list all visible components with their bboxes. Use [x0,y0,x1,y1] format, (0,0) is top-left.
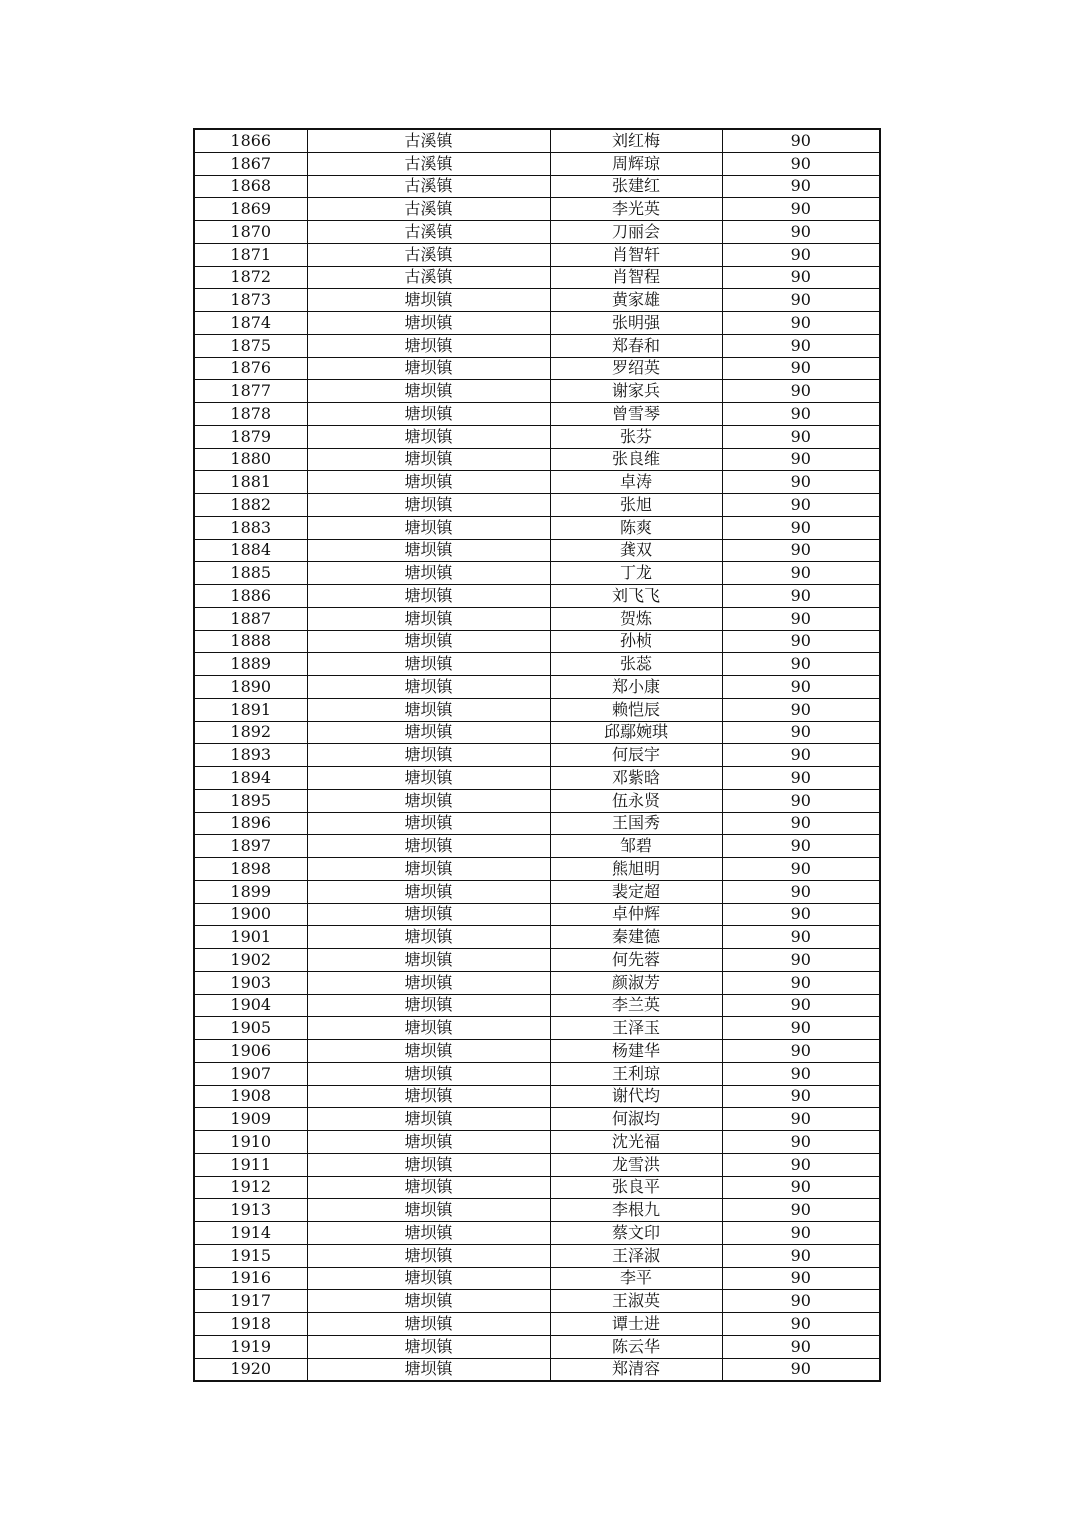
name-cell: 邹碧 [550,835,722,858]
name-cell: 郑清容 [550,1358,722,1381]
row-number-cell: 1902 [194,949,307,972]
name-cell: 丁龙 [550,562,722,585]
table-row [194,1062,880,1085]
row-number-cell: 1899 [194,880,307,903]
row-number-cell: 1888 [194,630,307,653]
town-cell: 塘坝镇 [307,1131,550,1154]
table-row [194,334,880,357]
score-cell: 90 [722,971,880,994]
row-number-cell: 1874 [194,312,307,335]
name-cell: 郑小康 [550,676,722,699]
town-cell: 塘坝镇 [307,1153,550,1176]
score-cell: 90 [722,198,880,221]
name-cell: 张芬 [550,425,722,448]
name-cell: 秦建德 [550,926,722,949]
table-row [194,425,880,448]
town-cell: 塘坝镇 [307,1222,550,1245]
town-cell: 塘坝镇 [307,516,550,539]
town-cell: 塘坝镇 [307,1267,550,1290]
score-cell: 90 [722,812,880,835]
table-row [194,1222,880,1245]
table-row [194,221,880,244]
town-cell: 塘坝镇 [307,653,550,676]
score-cell: 90 [722,1176,880,1199]
name-cell: 裴定超 [550,880,722,903]
score-cell: 90 [722,880,880,903]
row-number-cell: 1920 [194,1358,307,1381]
row-number-cell: 1870 [194,221,307,244]
table-row [194,243,880,266]
score-cell: 90 [722,994,880,1017]
name-cell: 张明强 [550,312,722,335]
table-row [194,1199,880,1222]
name-cell: 曾雪琴 [550,403,722,426]
row-number-cell: 1912 [194,1176,307,1199]
row-number-cell: 1867 [194,152,307,175]
score-cell: 90 [722,607,880,630]
town-cell: 塘坝镇 [307,1017,550,1040]
table-row [194,835,880,858]
table-row [194,516,880,539]
table-row [194,1108,880,1131]
row-number-cell: 1880 [194,448,307,471]
town-cell: 塘坝镇 [307,562,550,585]
table-row [194,812,880,835]
name-cell: 何淑均 [550,1108,722,1131]
town-cell: 塘坝镇 [307,585,550,608]
name-cell: 伍永贤 [550,789,722,812]
table-row [194,1040,880,1063]
town-cell: 古溪镇 [307,198,550,221]
name-cell: 陈爽 [550,516,722,539]
row-number-cell: 1893 [194,744,307,767]
name-cell: 李光英 [550,198,722,221]
score-cell: 90 [722,243,880,266]
name-cell: 周辉琼 [550,152,722,175]
name-cell: 谢家兵 [550,380,722,403]
score-cell: 90 [722,562,880,585]
town-cell: 古溪镇 [307,221,550,244]
row-number-cell: 1890 [194,676,307,699]
row-number-cell: 1875 [194,334,307,357]
name-cell: 罗绍英 [550,357,722,380]
table-row [194,1244,880,1267]
row-number-cell: 1877 [194,380,307,403]
score-cell: 90 [722,1085,880,1108]
name-cell: 刘红梅 [550,129,722,152]
name-cell: 蔡文印 [550,1222,722,1245]
row-number-cell: 1903 [194,971,307,994]
score-cell: 90 [722,1108,880,1131]
name-cell: 张良维 [550,448,722,471]
row-number-cell: 1915 [194,1244,307,1267]
table-row [194,312,880,335]
row-number-cell: 1879 [194,425,307,448]
table-row [194,1335,880,1358]
score-cell: 90 [722,630,880,653]
table-row [194,266,880,289]
row-number-cell: 1919 [194,1335,307,1358]
table-row [194,289,880,312]
score-cell: 90 [722,1335,880,1358]
town-cell: 塘坝镇 [307,1085,550,1108]
town-cell: 塘坝镇 [307,1108,550,1131]
score-cell: 90 [722,676,880,699]
town-cell: 古溪镇 [307,175,550,198]
score-cell: 90 [722,1153,880,1176]
row-number-cell: 1868 [194,175,307,198]
row-number-cell: 1872 [194,266,307,289]
row-number-cell: 1866 [194,129,307,152]
score-cell: 90 [722,539,880,562]
score-cell: 90 [722,129,880,152]
score-cell: 90 [722,425,880,448]
town-cell: 塘坝镇 [307,971,550,994]
table-row [194,767,880,790]
town-cell: 塘坝镇 [307,1358,550,1381]
table-row [194,1085,880,1108]
score-cell: 90 [722,312,880,335]
name-cell: 张蕊 [550,653,722,676]
table-row [194,1131,880,1154]
name-cell: 孙桢 [550,630,722,653]
row-number-cell: 1916 [194,1267,307,1290]
name-cell: 熊旭明 [550,858,722,881]
table-row [194,607,880,630]
town-cell: 塘坝镇 [307,926,550,949]
town-cell: 塘坝镇 [307,425,550,448]
town-cell: 塘坝镇 [307,539,550,562]
score-cell: 90 [722,1358,880,1381]
row-number-cell: 1891 [194,698,307,721]
town-cell: 塘坝镇 [307,1244,550,1267]
score-cell: 90 [722,858,880,881]
table-row [194,1358,880,1381]
score-cell: 90 [722,903,880,926]
name-cell: 王国秀 [550,812,722,835]
name-cell: 龚双 [550,539,722,562]
score-cell: 90 [722,494,880,517]
town-cell: 塘坝镇 [307,880,550,903]
name-cell: 陈云华 [550,1335,722,1358]
name-cell: 肖智程 [550,266,722,289]
town-cell: 塘坝镇 [307,630,550,653]
table-row [194,494,880,517]
table-row [194,357,880,380]
score-cell: 90 [722,1199,880,1222]
table-row [194,676,880,699]
table-row [194,403,880,426]
row-number-cell: 1881 [194,471,307,494]
score-cell: 90 [722,653,880,676]
town-cell: 塘坝镇 [307,448,550,471]
score-cell: 90 [722,448,880,471]
town-cell: 塘坝镇 [307,334,550,357]
score-cell: 90 [722,835,880,858]
name-cell: 刀丽会 [550,221,722,244]
score-cell: 90 [722,744,880,767]
row-number-cell: 1910 [194,1131,307,1154]
name-cell: 王利琼 [550,1062,722,1085]
table-row [194,198,880,221]
score-cell: 90 [722,721,880,744]
score-cell: 90 [722,1267,880,1290]
score-cell: 90 [722,1244,880,1267]
table-row [194,971,880,994]
score-cell: 90 [722,403,880,426]
score-cell: 90 [722,1222,880,1245]
row-number-cell: 1885 [194,562,307,585]
town-cell: 塘坝镇 [307,858,550,881]
name-cell: 赖恺辰 [550,698,722,721]
table-row [194,653,880,676]
table-row [194,1290,880,1313]
table-row [194,630,880,653]
row-number-cell: 1907 [194,1062,307,1085]
table-row [194,994,880,1017]
table-body [194,129,880,1381]
name-cell: 张良平 [550,1176,722,1199]
name-cell: 李平 [550,1267,722,1290]
row-number-cell: 1887 [194,607,307,630]
row-number-cell: 1882 [194,494,307,517]
town-cell: 古溪镇 [307,129,550,152]
score-cell: 90 [722,1313,880,1336]
table-row [194,562,880,585]
table-row [194,698,880,721]
score-cell: 90 [722,585,880,608]
table-row [194,129,880,152]
row-number-cell: 1896 [194,812,307,835]
town-cell: 塘坝镇 [307,494,550,517]
town-cell: 塘坝镇 [307,380,550,403]
name-cell: 王泽玉 [550,1017,722,1040]
score-cell: 90 [722,289,880,312]
name-cell: 黄家雄 [550,289,722,312]
score-cell: 90 [722,380,880,403]
row-number-cell: 1901 [194,926,307,949]
town-cell: 塘坝镇 [307,721,550,744]
table-row [194,789,880,812]
name-cell: 张旭 [550,494,722,517]
town-cell: 塘坝镇 [307,994,550,1017]
town-cell: 塘坝镇 [307,312,550,335]
town-cell: 塘坝镇 [307,744,550,767]
town-cell: 塘坝镇 [307,949,550,972]
score-cell: 90 [722,1290,880,1313]
table-row [194,926,880,949]
town-cell: 塘坝镇 [307,903,550,926]
score-cell: 90 [722,357,880,380]
score-cell: 90 [722,698,880,721]
row-number-cell: 1889 [194,653,307,676]
row-number-cell: 1904 [194,994,307,1017]
town-cell: 塘坝镇 [307,403,550,426]
row-number-cell: 1908 [194,1085,307,1108]
name-cell: 贺炼 [550,607,722,630]
score-cell: 90 [722,1017,880,1040]
town-cell: 塘坝镇 [307,835,550,858]
name-cell: 谢代均 [550,1085,722,1108]
score-cell: 90 [722,1131,880,1154]
town-cell: 塘坝镇 [307,789,550,812]
town-cell: 塘坝镇 [307,1062,550,1085]
name-cell: 何先蓉 [550,949,722,972]
name-cell: 张建红 [550,175,722,198]
row-number-cell: 1869 [194,198,307,221]
row-number-cell: 1883 [194,516,307,539]
row-number-cell: 1898 [194,858,307,881]
score-cell: 90 [722,949,880,972]
name-cell: 颜淑芳 [550,971,722,994]
score-cell: 90 [722,471,880,494]
row-number-cell: 1918 [194,1313,307,1336]
name-cell: 卓涛 [550,471,722,494]
name-cell: 李根九 [550,1199,722,1222]
document-page [193,128,879,1382]
data-table [193,128,881,1382]
score-cell: 90 [722,266,880,289]
name-cell: 王淑英 [550,1290,722,1313]
town-cell: 塘坝镇 [307,289,550,312]
name-cell: 邱鄢婉琪 [550,721,722,744]
town-cell: 塘坝镇 [307,1335,550,1358]
name-cell: 谭士进 [550,1313,722,1336]
row-number-cell: 1878 [194,403,307,426]
table-row [194,858,880,881]
table-row [194,744,880,767]
score-cell: 90 [722,926,880,949]
score-cell: 90 [722,334,880,357]
town-cell: 塘坝镇 [307,1040,550,1063]
row-number-cell: 1909 [194,1108,307,1131]
name-cell: 王泽淑 [550,1244,722,1267]
table-row [194,175,880,198]
row-number-cell: 1911 [194,1153,307,1176]
row-number-cell: 1873 [194,289,307,312]
town-cell: 古溪镇 [307,266,550,289]
score-cell: 90 [722,767,880,790]
row-number-cell: 1905 [194,1017,307,1040]
row-number-cell: 1876 [194,357,307,380]
town-cell: 塘坝镇 [307,357,550,380]
table-row [194,380,880,403]
name-cell: 郑春和 [550,334,722,357]
score-cell: 90 [722,789,880,812]
score-cell: 90 [722,221,880,244]
row-number-cell: 1895 [194,789,307,812]
name-cell: 刘飞飞 [550,585,722,608]
name-cell: 肖智轩 [550,243,722,266]
town-cell: 塘坝镇 [307,812,550,835]
name-cell: 杨建华 [550,1040,722,1063]
row-number-cell: 1892 [194,721,307,744]
table-row [194,152,880,175]
table-row [194,585,880,608]
name-cell: 李兰英 [550,994,722,1017]
table-row [194,539,880,562]
table-row [194,1153,880,1176]
town-cell: 塘坝镇 [307,607,550,630]
name-cell: 何辰宇 [550,744,722,767]
name-cell: 卓仲辉 [550,903,722,926]
town-cell: 塘坝镇 [307,767,550,790]
score-cell: 90 [722,152,880,175]
table-row [194,1176,880,1199]
table-row [194,880,880,903]
row-number-cell: 1913 [194,1199,307,1222]
town-cell: 塘坝镇 [307,1290,550,1313]
table-row [194,1313,880,1336]
row-number-cell: 1917 [194,1290,307,1313]
row-number-cell: 1871 [194,243,307,266]
town-cell: 古溪镇 [307,243,550,266]
town-cell: 塘坝镇 [307,1199,550,1222]
row-number-cell: 1884 [194,539,307,562]
score-cell: 90 [722,1040,880,1063]
table-row [194,721,880,744]
table-row [194,1267,880,1290]
row-number-cell: 1900 [194,903,307,926]
town-cell: 塘坝镇 [307,1176,550,1199]
table-row [194,903,880,926]
name-cell: 龙雪洪 [550,1153,722,1176]
table-row [194,949,880,972]
town-cell: 塘坝镇 [307,471,550,494]
row-number-cell: 1906 [194,1040,307,1063]
table-row [194,471,880,494]
score-cell: 90 [722,175,880,198]
name-cell: 邓紫晗 [550,767,722,790]
score-cell: 90 [722,516,880,539]
score-cell: 90 [722,1062,880,1085]
town-cell: 塘坝镇 [307,676,550,699]
row-number-cell: 1886 [194,585,307,608]
row-number-cell: 1894 [194,767,307,790]
town-cell: 古溪镇 [307,152,550,175]
table-row [194,448,880,471]
name-cell: 沈光福 [550,1131,722,1154]
table-row [194,1017,880,1040]
town-cell: 塘坝镇 [307,698,550,721]
town-cell: 塘坝镇 [307,1313,550,1336]
row-number-cell: 1914 [194,1222,307,1245]
row-number-cell: 1897 [194,835,307,858]
